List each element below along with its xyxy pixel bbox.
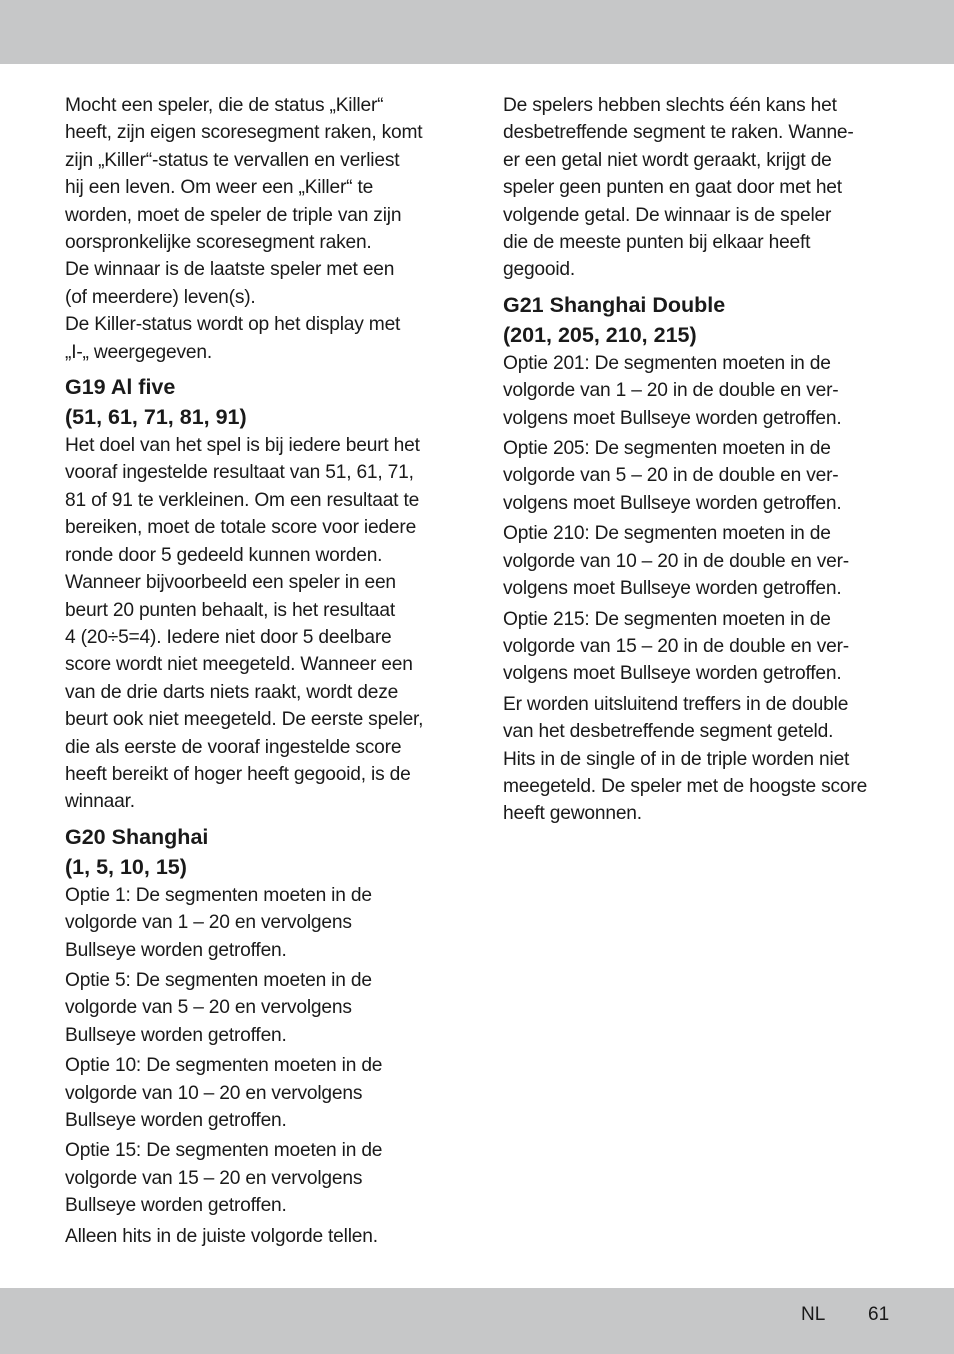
text-line: 81 of 91 te verkleinen. Om een resultaat te xyxy=(65,489,420,511)
language-code: NL xyxy=(801,1304,826,1325)
g19-heading xyxy=(65,372,455,432)
intro-paragraph xyxy=(503,92,898,284)
text-line: Optie 215: De segmenten moeten in de xyxy=(503,608,831,630)
text-line: De winnaar is de laatste speler met een xyxy=(65,259,395,281)
text-line: Optie 1: De segmenten moeten in de xyxy=(65,884,372,906)
text-line: volgorde van 5 – 20 in de double en ver- xyxy=(503,465,839,487)
text-line: volgens moet Bullseye worden getroffen. xyxy=(503,492,842,514)
header-bar xyxy=(0,0,954,64)
text-line: (of meerdere) leven(s). xyxy=(65,286,256,308)
text-line: volgens moet Bullseye worden getroffen. xyxy=(503,578,842,600)
text-line: Optie 205: De segmenten moeten in de xyxy=(503,438,831,460)
text-line: zijn „Killer“-status te vervallen en verliest xyxy=(65,149,400,171)
final-paragraph xyxy=(503,691,898,828)
text-line: van het desbetreffende segment geteld. xyxy=(503,721,834,743)
text-line: Wanneer bijvoorbeeld een speler in een xyxy=(65,572,396,594)
right-column xyxy=(503,92,898,828)
text-line: Hits in de single of in de triple worden niet xyxy=(503,748,850,770)
g21-option-205 xyxy=(503,435,898,517)
text-line: Optie 15: De segmenten moeten in de xyxy=(65,1140,383,1162)
text-line: bereiken, moet de totale score voor iedere xyxy=(65,517,417,539)
text-line: volgorde van 5 – 20 en vervolgens xyxy=(65,997,352,1019)
text-line: Alleen hits in de juiste volgorde tellen. xyxy=(65,1225,378,1247)
text-line: Optie 5: De segmenten moeten in de xyxy=(65,969,372,991)
text-line: Optie 201: De segmenten moeten in de xyxy=(503,352,831,374)
text-line: G19 Al five xyxy=(65,375,176,400)
text-line: Optie 10: De segmenten moeten in de xyxy=(65,1055,383,1077)
text-line: volgorde van 10 – 20 in de double en ver- xyxy=(503,550,849,572)
text-line: 4 (20÷5=4). Iedere niet door 5 deelbare xyxy=(65,626,392,648)
text-line: hij een leven. Om weer een „Killer“ te xyxy=(65,177,374,199)
text-line: Bullseye worden getroffen. xyxy=(65,1110,287,1131)
text-line: winnaar. xyxy=(65,791,135,813)
text-line: die de meeste punten bij elkaar heeft xyxy=(503,232,811,254)
g20-option-1 xyxy=(65,882,455,964)
text-line: score wordt niet meegeteld. Wanneer een xyxy=(65,654,413,676)
text-line: De Killer-status wordt op het display met xyxy=(65,314,401,336)
text-line: G20 Shanghai xyxy=(65,824,209,849)
text-line: Er worden uitsluitend treffers in de double xyxy=(503,693,849,715)
text-line: Bullseye worden getroffen. xyxy=(65,939,287,961)
g21-heading xyxy=(503,290,898,350)
text-line: ronde door 5 gedeeld kunnen worden. xyxy=(65,544,383,566)
text-line: (201, 205, 210, 215) xyxy=(503,322,697,347)
g20-option-10 xyxy=(65,1052,455,1134)
g20-option-15 xyxy=(65,1137,455,1219)
text-line: heeft bereikt of hoger heeft gegooid, is de xyxy=(65,763,411,785)
text-line: Het doel van het spel is bij iedere beurt het xyxy=(65,435,420,457)
text-line: G21 Shanghai Double xyxy=(503,292,726,317)
text-line: (1, 5, 10, 15) xyxy=(65,854,187,879)
text-line: volgorde van 1 – 20 in de double en ver- xyxy=(503,380,839,402)
text-line: heeft, zijn eigen scoresegment raken, komt xyxy=(65,122,423,144)
text-line: volgorde van 15 – 20 in de double en ver- xyxy=(503,635,849,657)
text-line: er een getal niet wordt geraakt, krijgt de xyxy=(503,149,832,171)
text-line: Bullseye worden getroffen. xyxy=(65,1195,287,1217)
g21-option-215 xyxy=(503,606,898,688)
text-line: volgorde van 1 – 20 en vervolgens xyxy=(65,912,352,934)
text-line: desbetreffende segment te raken. Wanne- xyxy=(503,122,854,144)
text-line: speler geen punten en gaat door met het xyxy=(503,177,842,199)
g20-note xyxy=(65,1223,455,1250)
text-line: gegooid. xyxy=(503,259,576,281)
text-line: volgende getal. De winnaar is de speler xyxy=(503,204,832,226)
g20-option-5 xyxy=(65,967,455,1049)
text-line: beurt 20 punten behaalt, is het resultaat xyxy=(65,599,395,621)
killer-paragraph xyxy=(65,92,455,366)
text-line: Optie 210: De segmenten moeten in de xyxy=(503,523,831,545)
text-line: De spelers hebben slechts één kans het xyxy=(503,95,837,116)
g21-option-210 xyxy=(503,520,898,602)
text-line: volgens moet Bullseye worden getroffen. xyxy=(503,663,842,685)
text-line: meegeteld. De speler met de hoogste score xyxy=(503,775,868,797)
text-line: oorspronkelijke scoresegment raken. xyxy=(65,232,372,254)
text-line: van de drie darts niets raakt, wordt deze xyxy=(65,681,399,703)
text-line: worden, moet de speler de triple van zijn xyxy=(65,204,402,226)
page-number: 61 xyxy=(868,1304,890,1325)
text-line: volgorde van 15 – 20 en vervolgens xyxy=(65,1167,363,1189)
g19-paragraph xyxy=(65,432,455,816)
text-line: volgorde van 10 – 20 en vervolgens xyxy=(65,1082,363,1104)
text-line: beurt ook niet meegeteld. De eerste speler, xyxy=(65,709,424,731)
text-line: die als eerste de vooraf ingestelde score xyxy=(65,736,402,758)
text-line: (51, 61, 71, 81, 91) xyxy=(65,405,247,430)
g20-heading xyxy=(65,822,455,882)
text-line: Mocht een speler, die de status „Killer“ xyxy=(65,95,384,116)
left-column xyxy=(65,92,455,1250)
text-line: „I-„ weergegeven. xyxy=(65,341,212,363)
text-line: vooraf ingestelde resultaat van 51, 61, 71, xyxy=(65,462,414,484)
text-line: heeft gewonnen. xyxy=(503,803,642,825)
g21-option-201 xyxy=(503,350,898,432)
text-line: volgens moet Bullseye worden getroffen. xyxy=(503,407,842,429)
text-line: Bullseye worden getroffen. xyxy=(65,1024,287,1046)
